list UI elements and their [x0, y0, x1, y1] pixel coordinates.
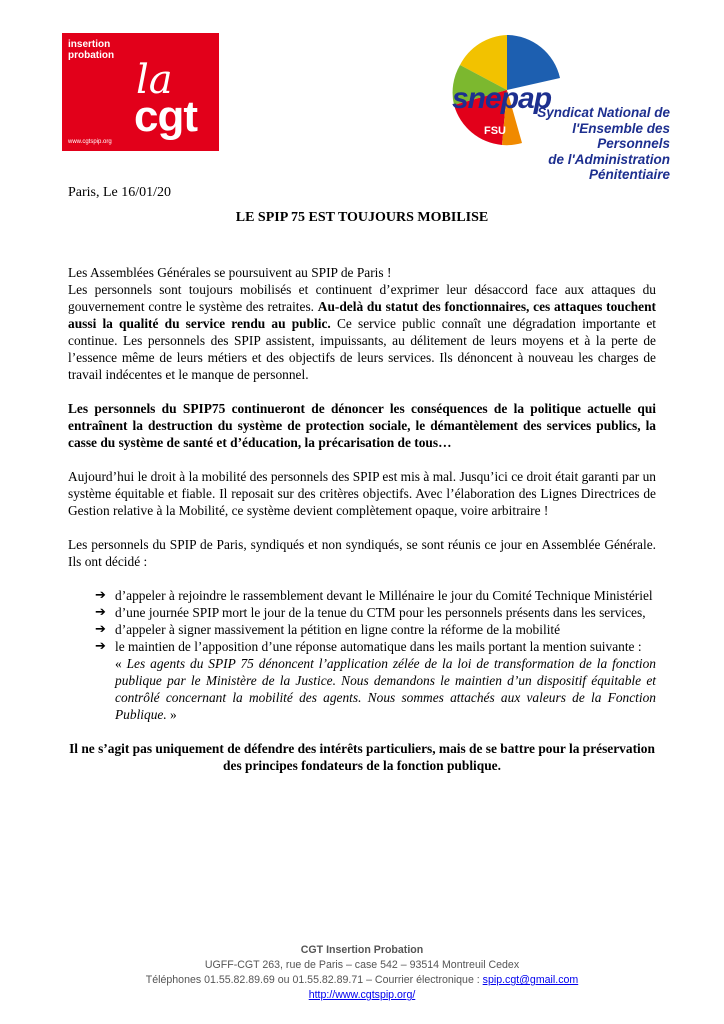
paragraph-1: Les personnels sont toujours mobilisés et continuent d’exprimer leur désaccord face aux attaques du gouvernement contre le système des retraites. Au-delà du statut des fonctionnaires, ces attaques touchent aussi la qualité du service rendu au public. Ce service public connaît une dégradation importante et continue. Les personnels des SPIP assistent, impuissants, au délitement de leurs moyens et à la perte de l’essence même de leurs métiers et des objectifs de leurs services. Ils dénoncent à nouveau les charges de travail indécentes et le manque de personnel. [68, 282, 656, 382]
fsu-label: FSU [484, 125, 506, 137]
email-link[interactable]: spip.cgt@gmail.com [482, 974, 579, 986]
logo-url-text: www.cgtspip.org [68, 139, 112, 145]
closing-statement: Il ne s’agit pas uniquement de défendre des intérêts particuliers, mais de se battre pour la préservation des principes fondateurs de la fonction publique. [69, 741, 655, 773]
snepap-name: snepap [452, 82, 552, 115]
paragraph-1-bold: Au-delà du statut des fonctionnaires, ces attaques touchent aussi la qualité du service rendu au public. [68, 299, 656, 331]
paragraph-3: Aujourd’hui le droit à la mobilité des personnels des SPIP est mis à mal. Jusqu’ici ce droit était garanti par un système équitable et fiable. Il reposait sur des critères objectifs. Avec l’élaboration des Lignes Directrices de Gestion relative à la Mobilité, ce système devient complètement opaque, voire arbitraire ! [68, 469, 656, 518]
arrow-right-icon: ➔ [95, 588, 106, 603]
list-item: ➔ le maintien de l’apposition d’une réponse automatique dans les mails portant la mention suivante : [95, 639, 642, 654]
footer-title: CGT Insertion Probation [300, 944, 424, 956]
list-item: ➔ d’appeler à rejoindre le rassemblement devant le Millénaire le jour du Comité Technique Ministériel [95, 588, 653, 603]
list-item: ➔ d’appeler à signer massivement la pétition en ligne contre la réforme de la mobilité [95, 622, 561, 637]
logo-cgt-text: cgt [134, 92, 197, 141]
paragraph-intro-line: Les Assemblées Générales se poursuivent au SPIP de Paris ! [68, 265, 392, 280]
paragraph-4: Les personnels du SPIP de Paris, syndiqués et non syndiqués, se sont réunis ce jour en Assemblée Générale. Ils ont décidé : [68, 537, 656, 569]
dateline: Paris, Le 16/01/20 [68, 185, 172, 200]
cgt-insertion-probation-logo [62, 33, 219, 151]
logo-top-label: insertion probation [68, 39, 115, 61]
logo-la-text: la [136, 57, 173, 103]
snepap-fsu-logo [452, 30, 670, 182]
list-item: ➔ d’une journée SPIP mort le jour de la tenue du CTM pour les personnels présents dans les services, [95, 605, 646, 620]
footer-contact: Téléphones 01.55.82.89.69 ou 01.55.82.89.71 – Courrier électronique : spip.cgt@gmail.com [145, 974, 579, 986]
paragraph-2: Les personnels du SPIP75 continueront de dénoncer les conséquences de la politique actuelle qui entraînent la destruction du système de protection sociale, le démantèlement des services publics, la casse du système de santé et d’éducation, la précarisation de tous… [68, 401, 656, 450]
arrow-right-icon: ➔ [95, 622, 106, 637]
footer [0, 943, 724, 1003]
footer-address: UGFF-CGT 263, rue de Paris – case 542 – 93514 Montreuil Cedex [204, 959, 520, 971]
arrow-right-icon: ➔ [95, 639, 106, 654]
document-title: LE SPIP 75 EST TOUJOURS MOBILISE [235, 210, 489, 225]
decision-list [95, 587, 656, 655]
arrow-right-icon: ➔ [95, 605, 106, 620]
auto-reply-quote: « Les agents du SPIP 75 dénoncent l’application zélée de la loi de transformation de la fonction publique par le Ministère de la Justice. Nous demandons le maintien d’un dispositif équitable et contrôlé concernant la mobilité des agents. Nous sommes attachés aux valeurs de la Fonction Publique. » [115, 656, 656, 722]
snepap-subtitle: Syndicat National de l'Ensemble des Personnels de l'Administration Pénitentiaire [537, 105, 670, 182]
document-body [68, 264, 656, 774]
website-link[interactable]: http://www.cgtspip.org/ [308, 989, 416, 1001]
